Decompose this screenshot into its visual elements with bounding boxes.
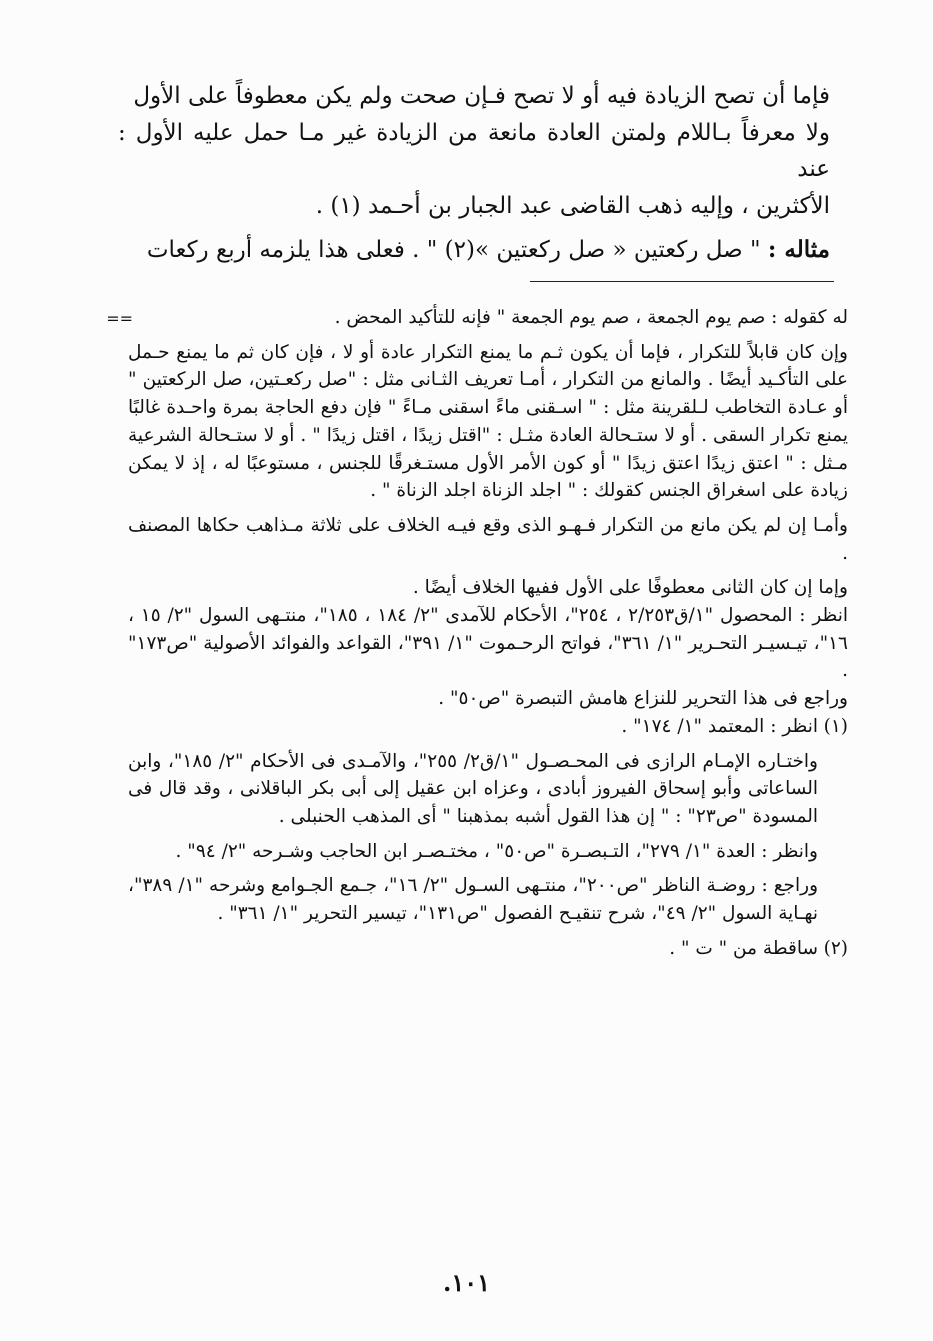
example-text: " صل ركعتين « صل ركعتين »(٢) " . فعلى هذا يلزمه أربع ركعات (146, 237, 768, 263)
footnote-paragraph: له كقوله : صم يوم الجمعة ، صم يوم الجمعة " فإنه للتأكيد المحض . (334, 307, 848, 328)
footnote-number: (١) (823, 715, 848, 737)
footnote-text: انظر : المعتمد "١/ ١٧٤" . (621, 715, 818, 737)
footnote-paragraph: وراجع : روضـة الناظر "ص٢٠٠"، منتـهى السـول "٢/ ١٦"، جـمع الجـوامع وشرحه "١/ ٣٨٩"، نهـاية السول "٢/ ٤٩"، شرح تنقيـح الفصول "ص١٣١"، تيسير التحرير "١/ ٣٦١" . (128, 875, 819, 925)
footnote-paragraph: انظر : المحصول "١/ق٢/٢٥٣ ، ٢٥٤"، الأحكام للآمدى "٢/ ١٨٤ ، ١٨٥"، منتـهى السول "٢/ ١٥ ، ١٦"، تيـسيـر التحـرير "١/ ٣٦١"، فواتح الرحـموت "١/ ٣٩١"، القواعد والفوائد الأصولية "ص١٧٣" . (128, 605, 848, 682)
footnote-number: (٢) (823, 937, 848, 959)
main-line: ولا معرفاً بـاللام ولمتن العادة مانعة من الزيادة غير مـا حمل عليه الأول : عند (118, 119, 830, 182)
footnote-text: ساقطة من " ت " . (669, 937, 818, 959)
footnote-separator (530, 281, 834, 282)
footnote-2 (128, 935, 848, 963)
main-line: الأكثرين ، وإليه ذهب القاضى عبد الجبار بن أحـمد (١) . (315, 192, 830, 219)
footnote-paragraph: وانظر : العدة "١/ ٢٧٩"، التـبصـرة "ص٥٠" ، مختـصـر ابن الحاجب وشـرحه "٢/ ٩٤" . (175, 840, 818, 862)
footnote-paragraph: واختـاره الإمـام الرازى فى المحـصـول "١/ق٢/ ٢٥٥"، والآمـدى فى الأحكام "٢/ ١٨٥"، وابن الساعاتى وأبو إسحاق الفيروز أبادى ، وعزاه ابن عقيل إلى أبى بكر الباقلانى ، وقد قال فى المسودة "ص٢٣" : " إن هذا القول أشبه بمذهبنا " أى المذهب الحنبلى . (128, 750, 818, 827)
footnote-1 (128, 713, 848, 741)
main-line: فإما أن تصح الزيادة فيه أو لا تصح فـإن صحت ولم يكن معطوفاً على الأول (133, 83, 830, 109)
example-paragraph (118, 232, 830, 269)
footnotes (128, 304, 848, 962)
main-text (118, 78, 830, 269)
footnote-paragraph: وإما إن كان الثانى معطوفًا على الأول ففيها الخلاف أيضًا . (412, 577, 848, 599)
footnote-paragraph: وأمـا إن لم يكن مانع من التكرار فـهـو الذى وقع فيـه الخلاف على ثلاثة مـذاهب حكاها المصنف . (128, 514, 848, 564)
footnote-paragraph: وراجع فى هذا التحرير للنزاع هامش التبصرة "ص٥٠" . (438, 688, 848, 710)
example-label: مثاله : (767, 236, 830, 263)
page-number: ١٠١. (442, 1268, 491, 1297)
footnote-paragraph: وإن كان قابلاً للتكرار ، فإما أن يكون ثـم ما يمنع التكرار عادة أو لا ، فإن كان ثم ما يمنع حـمل على التأكـيد أيضًا . والمانع من التكرار ، أمـا تعريف الثـانى مثل : "صل ركعـتين، صل الركعتين " أو عـادة التخاطب لـلقرينة مثل : " اسـقنى ماءً اسقنى مـاءً " فإن دفع الحاجة بمرة واحـدة غالبًا يمنع تكرار السقى . أو لا ستـحالة العادة مثـل : "اقتل زيدًا ، اقتل زيدًا " . أو لا ستـحالة الشرعية مـثل : " اعتق زيدًا اعتق زيدًا " أو كون الأمر الأول مستـغرقًا للجنس ، مستوعبًا له ، إذ لا يمكن زيادة على اسغراق الجنس كقولك : " اجلد الزناة اجلد الزناة " . (128, 341, 848, 502)
continuation-mark: == (106, 309, 133, 328)
